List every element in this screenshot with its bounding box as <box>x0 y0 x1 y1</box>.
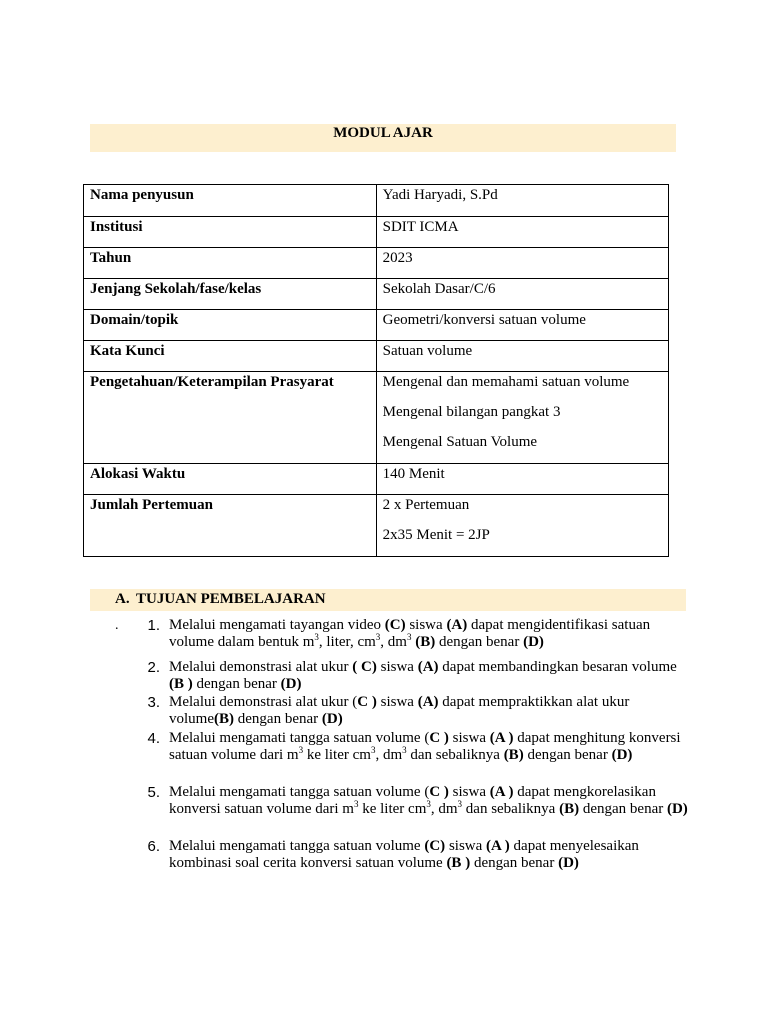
table-value-line: 140 Menit <box>382 466 445 482</box>
table-label: Jumlah Pertemuan <box>84 495 377 557</box>
objective-text: Melalui demonstrasi alat ukur ( <box>169 694 358 710</box>
table-label: Nama penyusun <box>84 185 377 217</box>
objective-text: dengan benar <box>192 676 281 692</box>
table-value-line: 2023 <box>382 250 413 266</box>
objective-text: dengan benar <box>523 747 612 763</box>
table-label: Tahun <box>84 248 377 279</box>
objective-text: , liter, cm <box>318 634 376 650</box>
section-title: TUJUAN PEMBELAJARAN <box>136 591 326 607</box>
table-value-line: Yadi Haryadi, S.Pd <box>382 187 498 203</box>
objective-text: siswa <box>448 730 490 746</box>
objective-tag: (A) <box>417 659 439 675</box>
objective-number: 6. <box>147 838 160 855</box>
superscript: 3 <box>314 632 319 642</box>
objective-tag: (A ) <box>486 838 510 854</box>
superscript: 3 <box>375 632 381 642</box>
objective-tag: (B ) <box>169 676 193 692</box>
table-row <box>84 464 669 495</box>
table-label: Domain/topik <box>84 310 377 341</box>
table-value-line: Geometri/konversi satuan volume <box>382 312 586 328</box>
objective-tag: (A ) <box>489 784 514 800</box>
table-value <box>376 495 668 557</box>
objective-tag: (D) <box>666 801 688 817</box>
objective-text: dapat mengidentifikasi satuan volume dalam bentuk m <box>169 617 651 650</box>
superscript: 3 <box>353 799 359 809</box>
table-row <box>84 341 669 372</box>
objective-text: Melalui demonstrasi alat ukur <box>169 659 353 675</box>
objective-text: dapat menyelesaikan kombinasi soal cerita konversi satuan volume <box>169 838 639 871</box>
objective-item <box>130 784 690 818</box>
objective-text: dan sebaliknya <box>462 801 560 817</box>
table-label: Institusi <box>84 217 377 248</box>
objective-tag: (D) <box>321 711 343 727</box>
objective-item <box>130 659 690 693</box>
table-value-line: SDIT ICMA <box>382 219 459 235</box>
objective-text: Melalui mengamati tayangan video <box>169 617 385 633</box>
table-row <box>84 248 669 279</box>
table-label: Alokasi Waktu <box>84 464 377 495</box>
objective-tag: C ) <box>429 784 449 800</box>
table-value <box>376 310 668 341</box>
objective-number: 1. <box>147 617 160 634</box>
table-label: Kata Kunci <box>84 341 377 372</box>
objective-text: , dm <box>375 747 403 763</box>
table-row <box>84 495 669 557</box>
table-value <box>376 248 668 279</box>
list-bullet: . <box>115 618 119 633</box>
table-value-line: 2 x Pertemuan <box>382 497 470 513</box>
table-value-line: 2x35 Menit = 2JP <box>382 527 490 543</box>
objective-text: dengan benar <box>470 855 559 871</box>
superscript: 3 <box>370 745 376 755</box>
objective-tag: (B) <box>559 801 580 817</box>
objective-tag: (D) <box>280 676 302 692</box>
objective-text: dapat mengkorelasikan konversi satuan volume dari m <box>169 784 656 817</box>
objective-tag: C ) <box>357 694 377 710</box>
objective-tag: (C) <box>384 617 406 633</box>
table-value <box>376 341 668 372</box>
table-row <box>84 217 669 248</box>
objective-number: 5. <box>147 784 160 801</box>
objective-tag: (D) <box>523 634 544 650</box>
objective-item <box>130 617 690 651</box>
section-letter: A. <box>115 591 130 607</box>
superscript: 3 <box>457 799 463 809</box>
objective-text: , dm <box>430 801 458 817</box>
table-label: Pengetahuan/Keterampilan Prasyarat <box>84 372 377 464</box>
objective-text: siswa <box>448 784 490 800</box>
table-value-line: Mengenal dan memahami satuan volume <box>382 374 630 390</box>
table-value-line: Mengenal bilangan pangkat 3 <box>382 404 561 420</box>
objective-text: siswa <box>445 838 487 854</box>
objective-tag: (B) <box>214 711 234 727</box>
objective-text: dengan benar <box>435 634 524 650</box>
section-heading <box>90 589 686 611</box>
table-row <box>84 185 669 217</box>
superscript: 3 <box>402 745 407 755</box>
table-value <box>376 217 668 248</box>
page-title: MODUL AJAR <box>90 124 676 152</box>
table-value <box>376 279 668 310</box>
objective-number: 2. <box>147 659 160 676</box>
objective-tag: (B) <box>415 634 436 650</box>
objective-text: siswa <box>376 694 418 710</box>
superscript: 3 <box>406 632 412 642</box>
table-value-line: Sekolah Dasar/C/6 <box>382 281 496 297</box>
objective-item <box>130 730 690 764</box>
objective-item <box>130 694 690 728</box>
objective-tag: (B) <box>503 747 524 763</box>
superscript: 3 <box>426 799 431 809</box>
objective-number: 3. <box>147 694 160 711</box>
objective-item <box>130 838 690 872</box>
table-row <box>84 279 669 310</box>
table-value <box>376 185 668 217</box>
objective-text: ke liter cm <box>303 747 371 763</box>
objective-tag: ( C) <box>352 659 377 675</box>
objective-text: siswa <box>376 659 418 675</box>
objective-text: dapat membandingkan besaran volume <box>438 659 677 675</box>
objective-tag: (D) <box>558 855 579 871</box>
table-row <box>84 372 669 464</box>
objective-text: Melalui mengamati tangga satuan volume ( <box>169 784 430 800</box>
objective-tag: C ) <box>429 730 449 746</box>
table-row <box>84 310 669 341</box>
table-value-line: Satuan volume <box>382 343 473 359</box>
objective-tag: (D) <box>611 747 633 763</box>
table-value <box>376 464 668 495</box>
table-value <box>376 372 668 464</box>
table-value-line: Mengenal Satuan Volume <box>382 434 538 450</box>
objective-tag: (A) <box>417 694 439 710</box>
superscript: 3 <box>298 745 304 755</box>
objective-text: , dm <box>380 634 407 650</box>
objective-tag: (A) <box>446 617 468 633</box>
table-label: Jenjang Sekolah/fase/kelas <box>84 279 377 310</box>
objective-text: Melalui mengamati tangga satuan volume <box>169 838 425 854</box>
objective-text: dapat mempraktikkan alat ukur volume <box>169 694 630 727</box>
objective-tag: (A ) <box>489 730 514 746</box>
objective-number: 4. <box>147 730 160 747</box>
objective-text: ke liter cm <box>358 801 427 817</box>
objective-text: dan sebaliknya <box>406 747 504 763</box>
objective-text: dengan benar <box>579 801 667 817</box>
objective-text: dengan benar <box>234 711 322 727</box>
objective-tag: (C) <box>424 838 446 854</box>
objective-text: dapat menghitung konversi satuan volume dari m <box>169 730 681 763</box>
objective-text: siswa <box>405 617 447 633</box>
objective-text: Melalui mengamati tangga satuan volume ( <box>169 730 430 746</box>
objective-tag: (B ) <box>446 855 471 871</box>
info-table <box>83 184 669 557</box>
